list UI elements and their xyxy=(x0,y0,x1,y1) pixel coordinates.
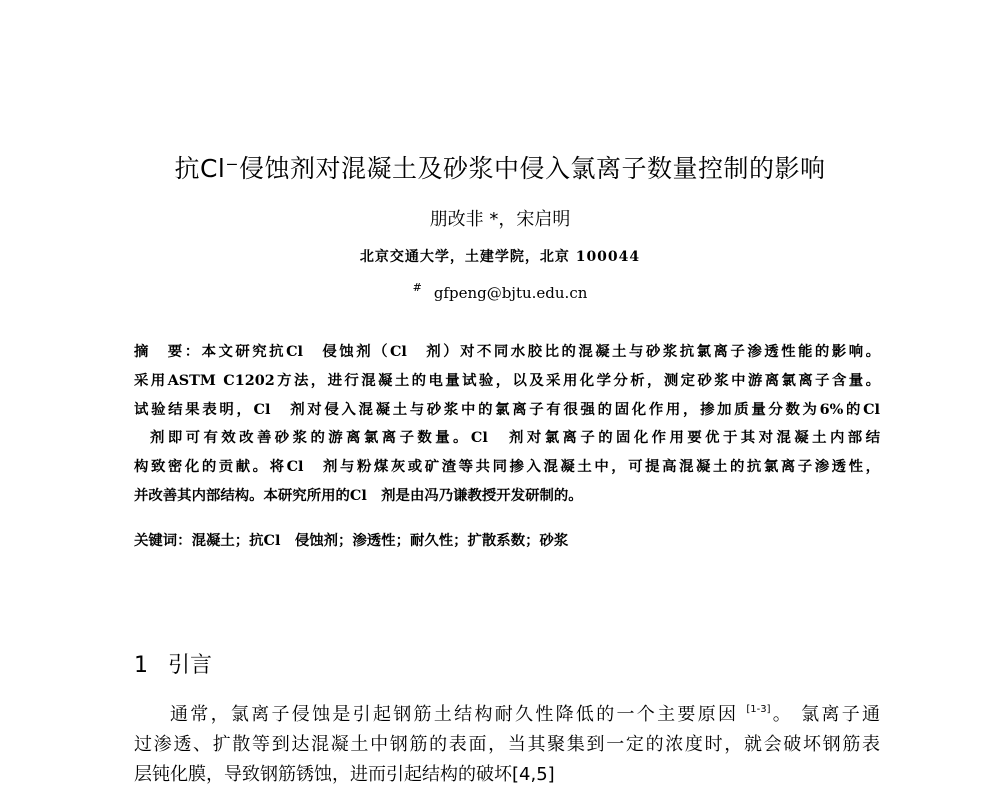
email-marker: # xyxy=(412,281,422,294)
body-text xyxy=(134,700,880,790)
abstract-line: 构致密化的贡献。将Cl 剂与粉煤灰或矿渣等共同掺入混凝土中，可提高混凝土的抗氯离子渗透性， xyxy=(134,458,880,476)
keywords xyxy=(134,529,568,550)
paper-authors: 朋改非 *，宋启明 xyxy=(429,209,571,230)
body-line: 通常，氯离子侵蚀是引起钢筋土结构耐久性降低的一个主要原因 [1-3]。 氯离子通 xyxy=(170,704,880,725)
section-title: 引言 xyxy=(168,653,213,678)
citation: [1-3] xyxy=(746,704,771,715)
body-line: 过渗透、扩散等到达混凝土中钢筋的表面，当其聚集到一定的浓度时，就会破坏钢筋表 xyxy=(134,734,880,755)
paper-title: 抗Cl⁻侵蚀剂对混凝土及砂浆中侵入氯离子数量控制的影响 xyxy=(174,154,826,183)
abstract-line: 试验结果表明，Cl 剂对侵入混凝土与砂浆中的氯离子有很强的固化作用，掺加质量分数为6%的Cl xyxy=(134,400,880,418)
email-address: gfpeng@bjtu.edu.cn xyxy=(433,284,588,302)
keywords-label: 关键词： xyxy=(134,533,192,549)
abstract-line: 剂即可有效改善砂浆的游离氯离子数量。Cl 剂对氯离子的固化作用要优于其对混凝土内部结 xyxy=(150,429,880,447)
keywords-text: 混凝土；抗Cl 侵蚀剂；渗透性；耐久性；扩散系数；砂浆 xyxy=(191,532,569,549)
body-line: 层钝化膜，导致钢筋锈蚀，进而引起结构的破坏[4,5] xyxy=(134,764,555,785)
abstract xyxy=(134,338,880,511)
email-line xyxy=(0,281,1000,302)
abstract-line: 摘 要：本文研究抗Cl 侵蚀剂（Cl 剂）对不同水胶比的混凝土与砂浆抗氯离子渗透性能的影响。 xyxy=(134,343,880,360)
abstract-label: 摘 要： xyxy=(134,344,202,360)
section-number: 1 xyxy=(134,653,148,678)
abstract-line: 并改善其内部结构。本研究所用的Cl 剂是由冯乃谦教授开发研制的。 xyxy=(134,486,583,504)
abstract-line: 采用ASTM C1202方法，进行混凝土的电量试验，以及采用化学分析，测定砂浆中游离氯离子含量。 xyxy=(134,371,880,389)
section-heading xyxy=(134,648,212,679)
affiliation: 北京交通大学，土建学院，北京 100044 xyxy=(359,249,641,265)
